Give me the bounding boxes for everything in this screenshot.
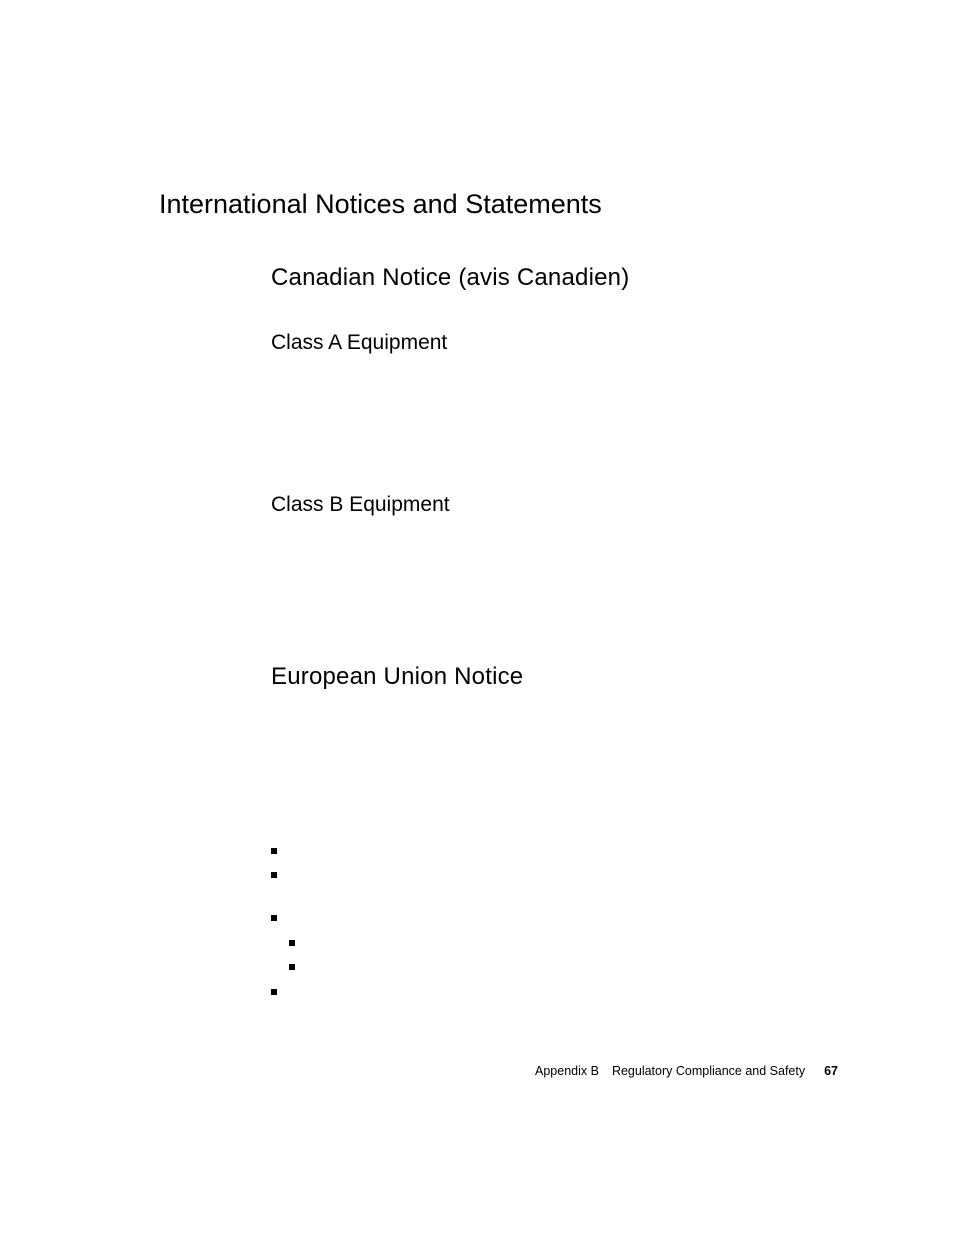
list-bullet [271, 872, 277, 878]
list-bullet [271, 848, 277, 854]
sub-list-bullet [289, 940, 295, 946]
page-footer [535, 1064, 838, 1078]
class-a-heading: Class A Equipment [271, 331, 448, 354]
sub-list-bullet [289, 964, 295, 970]
class-b-heading: Class B Equipment [271, 493, 450, 516]
page-number: 67 [824, 1064, 839, 1078]
footer-appendix: Appendix B [535, 1064, 599, 1078]
canadian-notice-heading: Canadian Notice (avis Canadien) [271, 264, 630, 291]
list-bullet [271, 989, 277, 995]
footer-chapter: Regulatory Compliance and Safety [611, 1064, 806, 1078]
eu-notice-heading: European Union Notice [271, 663, 524, 690]
list-bullet [271, 915, 277, 921]
section-title: International Notices and Statements [159, 189, 602, 219]
